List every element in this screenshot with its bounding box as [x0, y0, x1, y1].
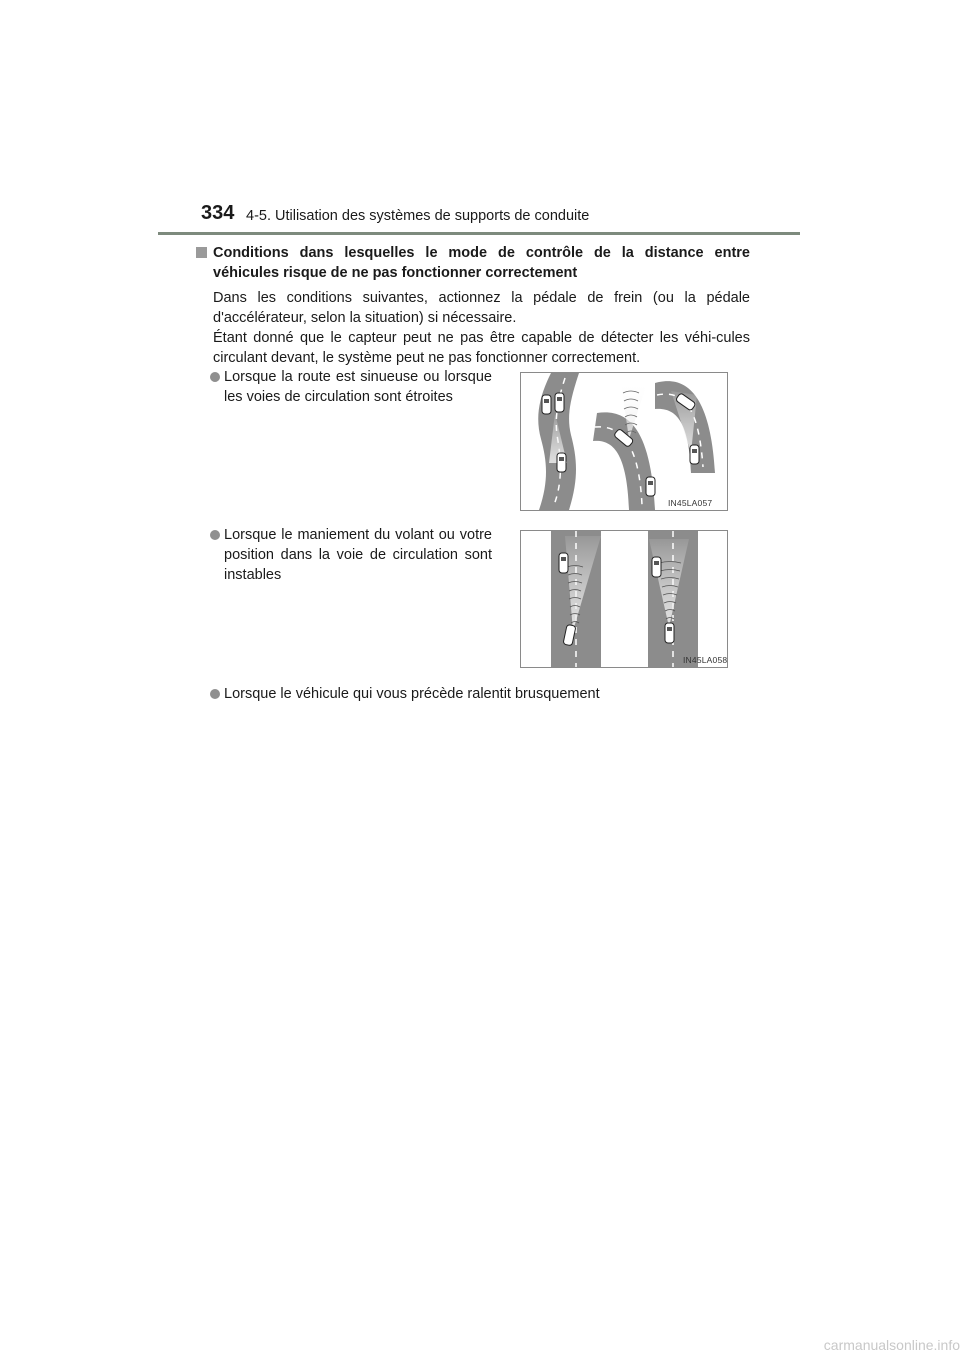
arc-road — [593, 412, 655, 510]
car-icon — [542, 395, 551, 414]
header-rule — [158, 232, 800, 235]
straight-roads-drawing — [521, 531, 727, 667]
bullet-dot-icon — [210, 530, 220, 540]
subsection-heading: Conditions dans lesquelles le mode de contrôle de la distance entre véhicules risque de ne pas fonctionner correctement — [196, 243, 750, 283]
car-icon — [646, 477, 655, 496]
bullet-item: Lorsque le maniement du volant ou votre position dans la voie de circulation sont instables — [224, 525, 492, 585]
intro-paragraph-2: Étant donné que le capteur peut ne pas être capable de détecter les véhi-cules circulant devant, le système peut ne pas fonctionner correctement. — [213, 330, 750, 366]
car-icon — [665, 623, 674, 643]
car-icon — [690, 445, 699, 464]
car-icon — [559, 553, 568, 573]
page-number: 334 — [201, 202, 235, 224]
car-icon — [557, 453, 566, 472]
curved-roads-illustration — [520, 372, 728, 511]
bullet-dot-icon — [210, 372, 220, 382]
figure-code: IN45LA058 — [683, 655, 728, 665]
page-header — [0, 0, 960, 240]
bullet-dot-icon — [210, 689, 220, 699]
intro-paragraph-1: Dans les conditions suivantes, actionnez la pédale de frein (ou la pédale d'accélérateur, selon la situation) si nécessaire. — [213, 290, 750, 326]
car-icon — [652, 557, 661, 577]
bullet-item: Lorsque le véhicule qui vous précède ralentit brusquement — [224, 684, 744, 704]
square-bullet-icon — [196, 247, 207, 258]
section-title: 4-5. Utilisation des systèmes de supports de conduite — [246, 208, 590, 224]
straight-roads-illustration — [520, 530, 728, 668]
bullet-item: Lorsque la route est sinueuse ou lorsque les voies de circulation sont étroites — [224, 367, 492, 407]
footer-watermark: carmanualsonline.info — [823, 1337, 960, 1353]
car-icon — [555, 393, 564, 412]
figure-code: IN45LA057 — [668, 498, 713, 508]
curved-roads-drawing — [521, 373, 727, 510]
